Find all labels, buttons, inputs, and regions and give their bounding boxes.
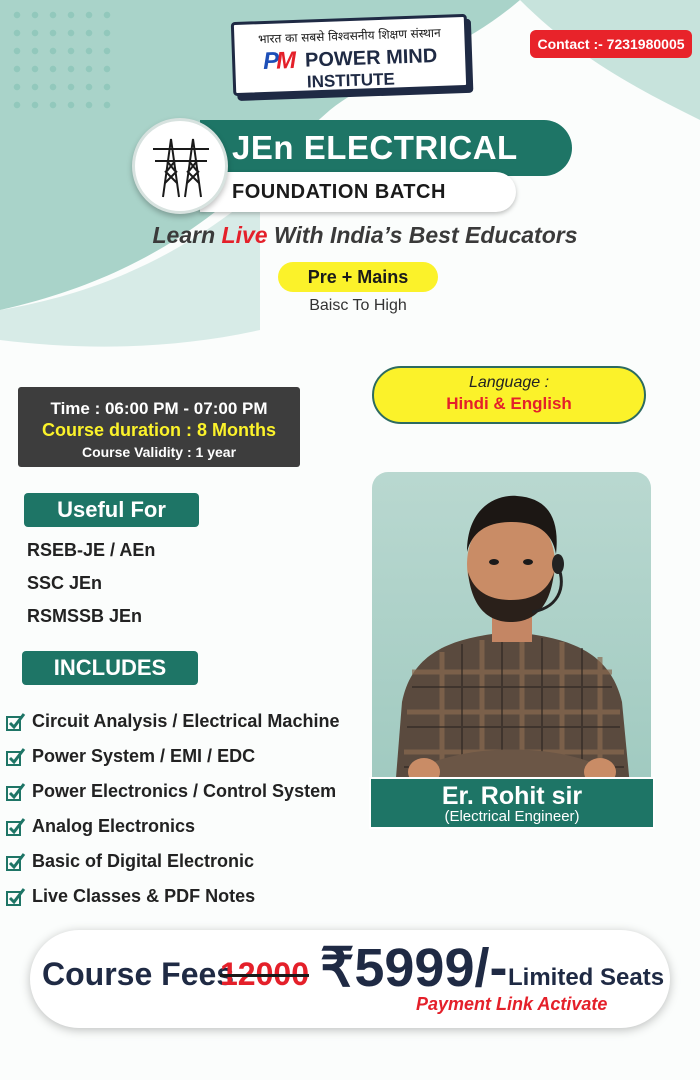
teacher-photo bbox=[372, 472, 651, 828]
logo-name: POWER MIND bbox=[304, 44, 438, 72]
teacher-name-bar bbox=[369, 777, 655, 829]
checkbox-icon bbox=[6, 747, 26, 767]
list-item: Analog Electronics bbox=[6, 809, 339, 844]
language-box bbox=[372, 366, 646, 424]
payment-link[interactable]: Payment Link Activate bbox=[416, 994, 608, 1014]
language-value: Hindi & English bbox=[446, 394, 572, 413]
logo-name-line2: INSTITUTE bbox=[306, 69, 396, 92]
checkbox-icon bbox=[6, 782, 26, 802]
contact-badge[interactable]: Contact :- 7231980005 bbox=[530, 30, 692, 58]
logo-mark-icon: P M bbox=[262, 46, 297, 76]
list-item: Power System / EMI / EDC bbox=[6, 739, 339, 774]
level-text: Baisc To High bbox=[309, 297, 407, 314]
tagline-live: Live bbox=[221, 222, 268, 248]
list-item: Live Classes & PDF Notes bbox=[6, 879, 339, 914]
useful-heading: Useful For bbox=[24, 493, 199, 527]
language-label: Language : bbox=[468, 374, 550, 391]
new-price: ₹5999/- bbox=[320, 938, 508, 998]
list-item: Basic of Digital Electronic bbox=[6, 844, 339, 879]
list-item: Circuit Analysis / Electrical Machine bbox=[6, 704, 339, 739]
teacher-portrait bbox=[372, 472, 651, 828]
list-item: RSMSSB JEn bbox=[27, 606, 143, 626]
old-price: 12000 bbox=[220, 956, 309, 992]
course-subtitle: FOUNDATION BATCH bbox=[200, 172, 516, 212]
fees-label: Course Fees bbox=[42, 956, 235, 992]
schedule-box bbox=[18, 387, 300, 467]
includes-heading: INCLUDES bbox=[22, 651, 198, 685]
transmission-tower-icon bbox=[132, 118, 228, 214]
checkbox-icon bbox=[6, 712, 26, 732]
checkbox-icon bbox=[6, 887, 26, 907]
fees-banner bbox=[30, 930, 670, 1028]
validity-text: Course Validity : 1 year bbox=[81, 444, 237, 460]
teacher-name: Er. Rohit sir bbox=[441, 782, 583, 810]
course-title: JEn ELECTRICAL bbox=[200, 120, 572, 176]
limited-seats: Limited Seats bbox=[508, 964, 665, 991]
checkbox-icon bbox=[6, 852, 26, 872]
dot-pattern bbox=[8, 6, 118, 116]
list-item: SSC JEn bbox=[27, 573, 103, 593]
includes-list bbox=[6, 704, 339, 914]
useful-list bbox=[27, 540, 155, 639]
list-item: Power Electronics / Control System bbox=[6, 774, 339, 809]
teacher-designation: (Electrical Engineer) bbox=[444, 808, 580, 825]
checkbox-icon bbox=[6, 817, 26, 837]
time-text: Time : 06:00 PM - 07:00 PM bbox=[50, 399, 268, 418]
duration-text: Course duration : 8 Months bbox=[42, 420, 276, 440]
tagline: Learn Live With India’s Best Educators bbox=[152, 222, 578, 248]
list-item: RSEB-JE / AEn bbox=[27, 540, 156, 560]
institute-logo bbox=[231, 14, 469, 96]
exam-pill: Pre + Mains bbox=[278, 262, 438, 292]
logo-tagline: भारत का सबसे विश्वसनीय शिक्षण संस्थान bbox=[257, 25, 441, 47]
